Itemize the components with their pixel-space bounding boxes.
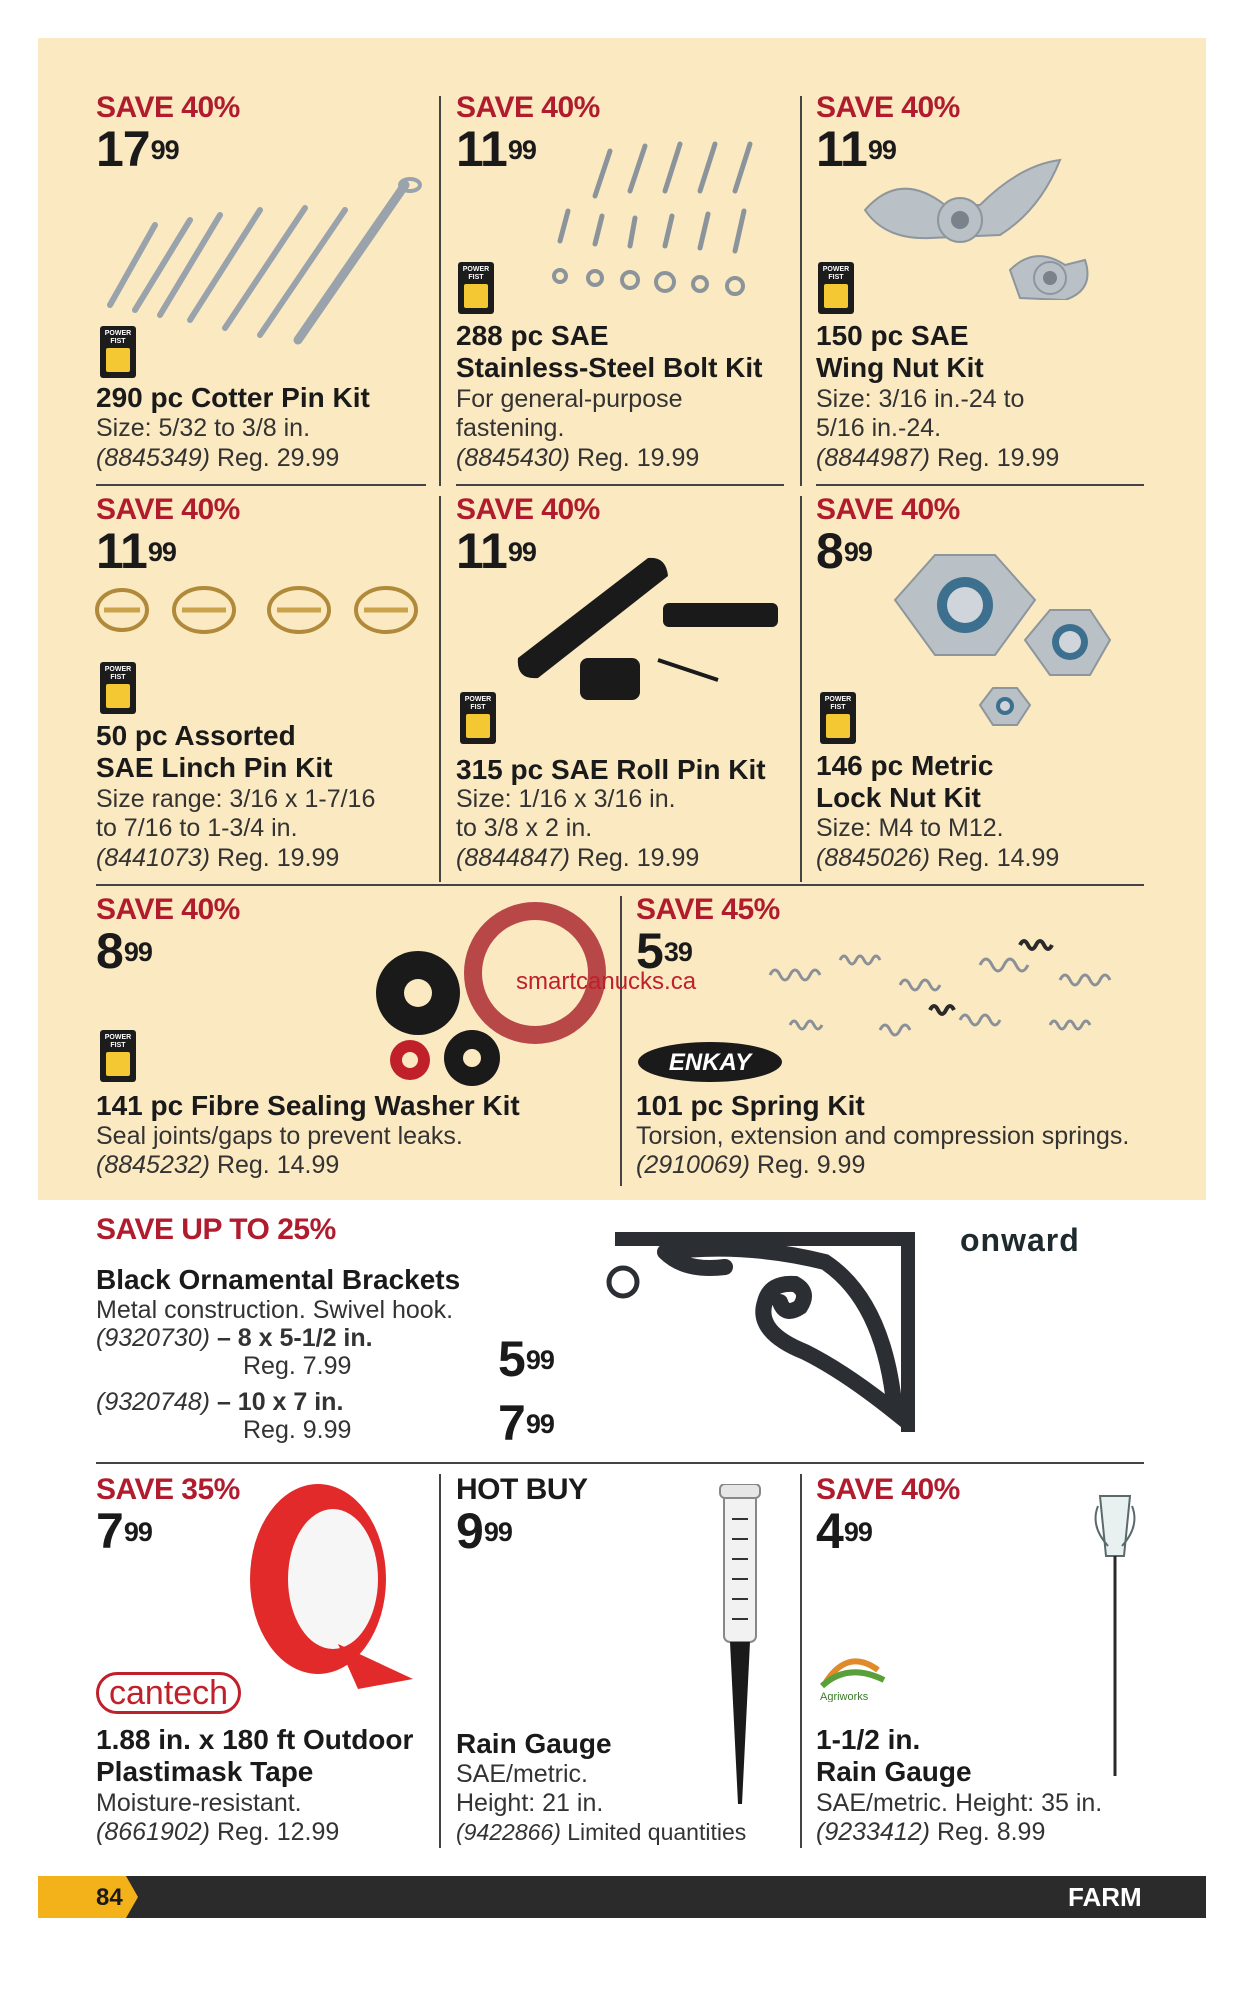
price: $8^{99}$	[96, 923, 152, 979]
product-desc-line2: to 3/8 x 2 in.	[456, 814, 593, 842]
save-label: SAVE 40%	[816, 91, 960, 124]
product-sku-reg: (8844847) Reg. 19.99	[456, 844, 700, 872]
section-label: FARM	[1068, 1882, 1142, 1912]
product-title: Black Ornamental Brackets	[96, 1264, 461, 1295]
price: $17^{99}$	[96, 121, 179, 177]
product-desc-line2: 5/16 in.-24.	[816, 414, 942, 442]
onward-logo: onward	[960, 1222, 1080, 1258]
product-sku-reg: (8845430) Reg. 19.99	[456, 444, 700, 472]
product-desc: Size: M4 to M12.	[816, 814, 1004, 842]
save-label: SAVE 40%	[816, 1473, 960, 1506]
price: $9^{99}$	[456, 1503, 512, 1559]
bolts-image	[540, 136, 790, 306]
divider	[816, 484, 1144, 486]
save-label: SAVE 40%	[816, 493, 960, 526]
product-sku-reg: (8845026) Reg. 14.99	[816, 844, 1060, 872]
product-sku-reg: (9233412) Reg. 8.99	[816, 1818, 1046, 1846]
cantech-logo: cantech	[96, 1672, 241, 1714]
product-desc: For general-purpose	[456, 385, 683, 413]
divider	[96, 484, 426, 486]
product-title-line2: Plastimask Tape	[96, 1756, 314, 1787]
product-title-line2: Lock Nut Kit	[816, 782, 981, 813]
product-title-line2: Rain Gauge	[816, 1756, 972, 1787]
product-sku-reg: (8845349) Reg. 29.99	[96, 444, 340, 472]
product-title: Rain Gauge	[456, 1728, 612, 1759]
price: $8^{99}$	[816, 523, 872, 579]
product-desc: Size range: 3/16 x 1-7/16	[96, 785, 376, 813]
price: $4^{99}$	[816, 1503, 872, 1559]
power-fist-logo: POWER FIST	[820, 692, 856, 744]
product-title: 290 pc Cotter Pin Kit	[96, 382, 370, 413]
divider	[439, 96, 441, 486]
product-desc: Size: 3/16 in.-24 to	[816, 385, 1025, 413]
product-sku-reg: (2910069) Reg. 9.99	[636, 1151, 866, 1179]
power-fist-logo: POWER FIST	[100, 662, 136, 714]
cotter-pins-image	[100, 170, 430, 350]
product-title: 150 pc SAE	[816, 320, 969, 351]
wing-nuts-image	[860, 150, 1100, 300]
power-fist-logo: POWER FIST	[458, 262, 494, 314]
watermark: smartcanucks.ca	[516, 968, 697, 995]
tape-image	[238, 1474, 418, 1694]
product-title-line2: Stainless-Steel Bolt Kit	[456, 352, 763, 383]
save-label: SAVE 40%	[456, 493, 600, 526]
product-title: 146 pc Metric	[816, 750, 994, 781]
divider	[96, 1462, 1144, 1464]
product-desc: SAE/metric. Height: 35 in.	[816, 1789, 1103, 1817]
power-fist-logo: POWER FIST	[100, 326, 136, 378]
lock-nuts-image	[875, 550, 1115, 750]
product-sku-reg: (8845232) Reg. 14.99	[96, 1151, 340, 1179]
bracket-option-1: (9320730) – 8 x 5-1/2 in.	[96, 1324, 373, 1352]
hot-buy-label: HOT BUY	[456, 1473, 588, 1506]
product-sku-reg: (8844987) Reg. 19.99	[816, 444, 1060, 472]
divider	[456, 484, 784, 486]
divider	[620, 896, 622, 1186]
bracket-price-1: $5^{99}$	[498, 1331, 554, 1387]
product-desc: Size: 1/16 x 3/16 in.	[456, 785, 676, 813]
product-desc-line2: to 7/16 to 1-3/4 in.	[96, 814, 298, 842]
product-desc-line2: fastening.	[456, 414, 565, 442]
page-number-tab	[38, 1876, 138, 1918]
product-title: 101 pc Spring Kit	[636, 1090, 865, 1121]
power-fist-logo: POWER FIST	[460, 692, 496, 744]
price: $11^{99}$	[96, 523, 176, 579]
product-title: 50 pc Assorted	[96, 720, 296, 751]
product-desc-line2: Height: 21 in.	[456, 1789, 604, 1817]
agriworks-logo	[818, 1652, 898, 1702]
divider	[800, 496, 802, 882]
power-fist-logo: POWER FIST	[100, 1030, 136, 1082]
product-sku-reg: (8661902) Reg. 12.99	[96, 1818, 340, 1846]
divider	[439, 496, 441, 882]
bracket-option-2-reg: Reg. 9.99	[243, 1416, 352, 1444]
roll-pins-image	[508, 548, 788, 708]
save-label: SAVE 40%	[96, 493, 240, 526]
divider	[96, 884, 1144, 886]
page-number: 84	[96, 1884, 123, 1911]
product-title: 1-1/2 in.	[816, 1724, 921, 1755]
save-label: SAVE 40%	[96, 893, 240, 926]
price: $11^{99}$	[816, 121, 896, 177]
price: $11^{99}$	[456, 121, 536, 177]
bracket-image	[595, 1222, 925, 1442]
springs-image	[760, 935, 1140, 1055]
linch-pins-image	[94, 580, 424, 640]
price: $7^{99}$	[96, 1503, 152, 1559]
product-desc: SAE/metric.	[456, 1760, 588, 1788]
divider	[800, 96, 802, 486]
product-desc: Torsion, extension and compression springs.	[636, 1122, 1130, 1150]
save-label: SAVE 45%	[636, 893, 780, 926]
product-sku-reg: (9422866) Limited quantities	[456, 1819, 747, 1845]
power-fist-logo: POWER FIST	[818, 262, 854, 314]
product-title-line2: Wing Nut Kit	[816, 352, 984, 383]
rain-gauge-image	[710, 1484, 770, 1804]
save-label: SAVE 40%	[456, 91, 600, 124]
save-label: SAVE 35%	[96, 1473, 240, 1506]
divider	[439, 1474, 441, 1848]
footer-bar	[38, 1876, 1206, 1918]
product-desc: Metal construction. Swivel hook.	[96, 1296, 454, 1324]
product-title: 141 pc Fibre Sealing Washer Kit	[96, 1090, 520, 1121]
glass-rain-gauge-image	[1090, 1486, 1140, 1776]
product-desc: Seal joints/gaps to prevent leaks.	[96, 1122, 463, 1150]
product-title: 315 pc SAE Roll Pin Kit	[456, 754, 766, 785]
svg-text:ENKAY: ENKAY	[668, 1049, 752, 1076]
bracket-option-1-reg: Reg. 7.99	[243, 1352, 352, 1380]
product-title-line2: SAE Linch Pin Kit	[96, 752, 333, 783]
product-sku-reg: (8441073) Reg. 19.99	[96, 844, 340, 872]
bracket-option-2: (9320748) – 10 x 7 in.	[96, 1388, 344, 1416]
price: $5^{39}$	[636, 923, 692, 979]
product-title: 1.88 in. x 180 ft Outdoor	[96, 1724, 414, 1755]
enkay-logo	[636, 1040, 786, 1084]
product-title: 288 pc SAE	[456, 320, 609, 351]
save-label: SAVE UP TO 25%	[96, 1213, 336, 1246]
save-label: SAVE 40%	[96, 91, 240, 124]
svg-text:Agriworks: Agriworks	[820, 1691, 869, 1702]
product-desc: Moisture-resistant.	[96, 1789, 302, 1817]
price: $11^{99}$	[456, 523, 536, 579]
divider	[800, 1474, 802, 1848]
product-desc: Size: 5/32 to 3/8 in.	[96, 414, 311, 442]
bracket-price-2: $7^{99}$	[498, 1395, 554, 1451]
